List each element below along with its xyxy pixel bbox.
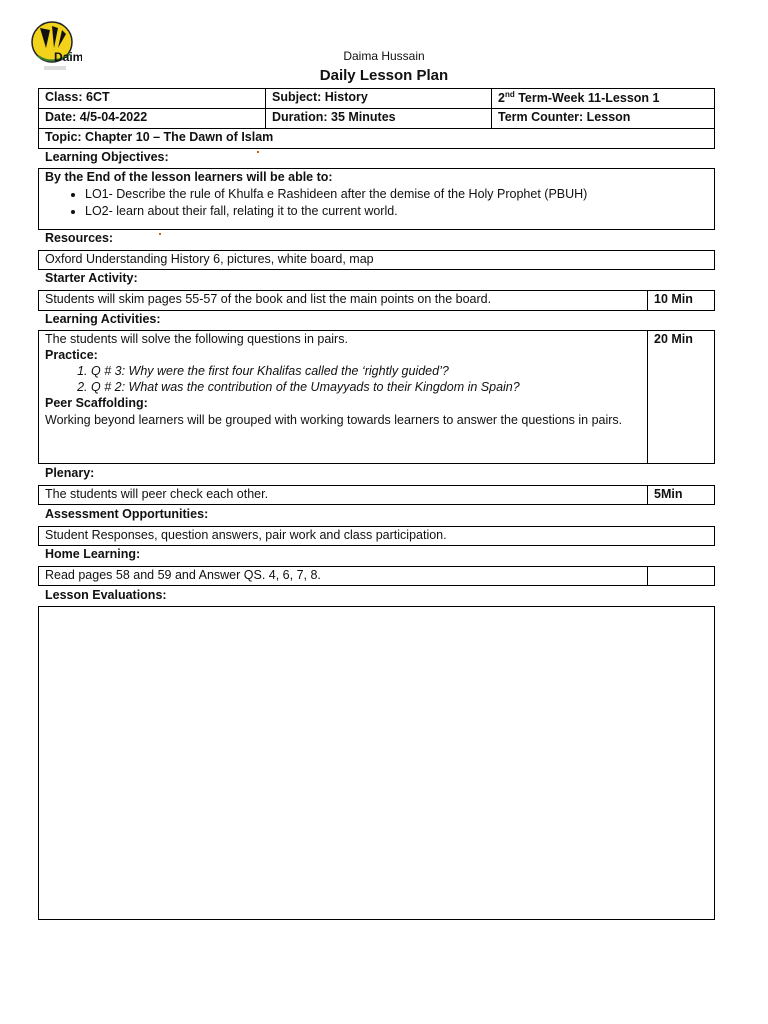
resources-heading: Resources:	[45, 231, 114, 245]
term-cell	[491, 89, 714, 108]
logo-wordmark: Daim	[54, 50, 82, 64]
list-item: • LO2- learn about their fall, relating it to the current world.	[85, 204, 714, 218]
starter-time: 10 Min	[647, 291, 714, 310]
info-row	[39, 89, 714, 109]
practice-questions	[45, 364, 641, 394]
starter-text: Students will skim pages 55-57 of the book and list the main points on the board.	[45, 292, 492, 306]
evaluation-heading: Lesson Evaluations:	[45, 588, 167, 602]
term-ordinal: nd	[504, 90, 515, 99]
activities-content	[39, 331, 647, 463]
practice-label: Practice:	[45, 348, 98, 362]
plenary-time: 5Min	[647, 486, 714, 504]
activities-box	[38, 330, 715, 464]
stray-mark	[257, 151, 259, 153]
starter-row	[39, 291, 714, 310]
assessment-heading: Assessment Opportunities:	[45, 507, 209, 521]
author-name: Daima Hussain	[343, 49, 425, 63]
objectives-list	[39, 187, 714, 218]
list-item: 1. Q # 3: Why were the first four Khalifas called the ‘rightly guided’?	[91, 364, 641, 378]
evaluation-box	[38, 606, 715, 920]
objectives-box	[38, 168, 715, 230]
activities-intro: The students will solve the following questions in pairs.	[45, 332, 348, 346]
list-item: • LO1- Describe the rule of Khulfa e Rashideen after the demise of the Holy Prophet (PBUH)	[85, 187, 714, 201]
home-learning-text: Read pages 58 and 59 and Answer QS. 4, 6, 7, 8.	[45, 568, 321, 582]
plenary-box	[38, 485, 715, 505]
plenary-text: The students will peer check each other.	[45, 487, 269, 501]
term-counter-cell: Term Counter: Lesson	[491, 109, 714, 128]
scaffolding-text: Working beyond learners will be grouped with working towards learners to answer the questions in pairs.	[45, 413, 623, 427]
activities-row	[39, 331, 714, 463]
objectives-heading: Learning Objectives:	[45, 150, 169, 164]
stray-mark	[159, 233, 161, 235]
home-learning-time-empty	[647, 567, 714, 585]
term-number: 2	[498, 91, 505, 106]
home-learning-heading: Home Learning:	[45, 547, 141, 561]
info-row	[39, 109, 714, 129]
activities-time: 20 Min	[647, 331, 714, 463]
starter-heading: Starter Activity:	[45, 271, 138, 285]
objectives-intro: By the End of the lesson learners will be able to:	[45, 170, 333, 184]
school-logo	[30, 20, 82, 74]
home-learning-row	[39, 567, 714, 585]
term-week-lesson: Term-Week 11-Lesson 1	[514, 91, 660, 106]
plenary-row	[39, 486, 714, 504]
info-table	[38, 88, 715, 149]
duration-cell: Duration: 35 Minutes	[265, 109, 491, 128]
subject-cell: Subject: History	[265, 89, 491, 108]
resources-text: Oxford Understanding History 6, pictures, white board, map	[45, 252, 374, 266]
activities-heading: Learning Activities:	[45, 312, 161, 326]
resources-box	[38, 250, 715, 270]
scaffolding-label: Peer Scaffolding:	[45, 396, 148, 410]
assessment-box	[38, 526, 715, 546]
info-row	[39, 129, 714, 148]
home-learning-box	[38, 566, 715, 586]
topic-cell: Topic: Chapter 10 – The Dawn of Islam	[45, 130, 274, 144]
class-cell: Class: 6CT	[45, 90, 110, 104]
page-title: Daily Lesson Plan	[319, 67, 449, 84]
date-cell: Date: 4/5-04-2022	[45, 110, 148, 124]
list-item: 2. Q # 2: What was the contribution of the Umayyads to their Kingdom in Spain?	[91, 380, 641, 394]
assessment-text: Student Responses, question answers, pair work and class participation.	[45, 528, 447, 542]
starter-box	[38, 290, 715, 311]
plenary-heading: Plenary:	[45, 466, 95, 480]
